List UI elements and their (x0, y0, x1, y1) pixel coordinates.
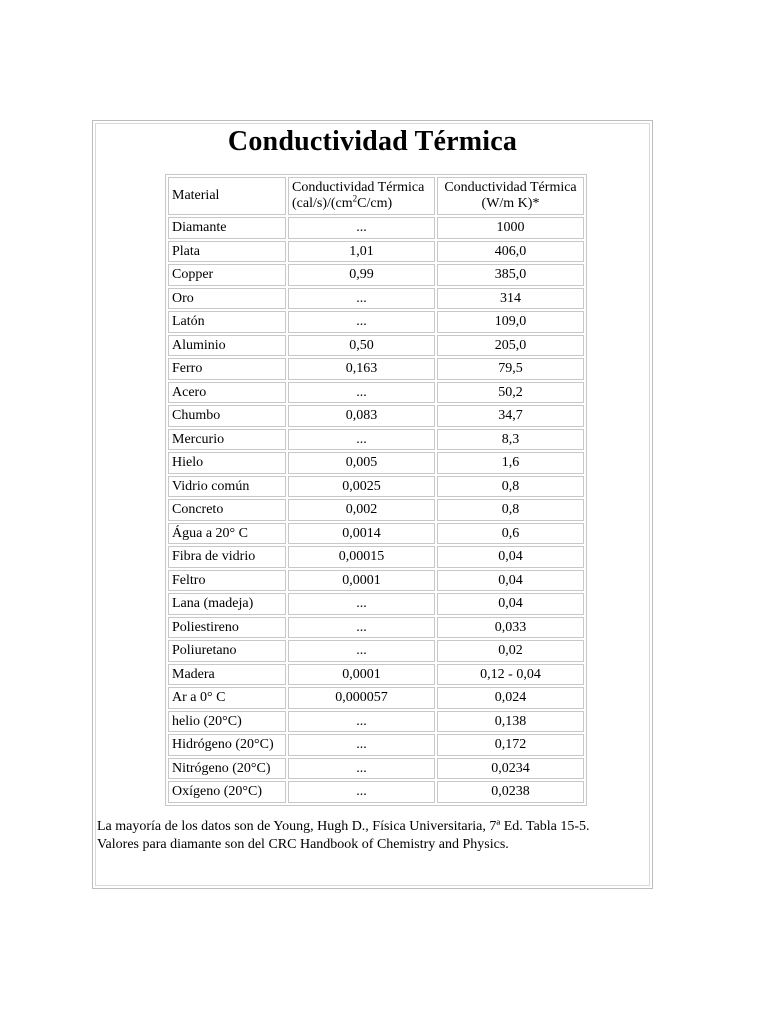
cell-conductivity-wmk: 109,0 (437, 311, 584, 333)
table-row (168, 640, 584, 662)
cell-material: Hielo (168, 452, 286, 474)
cell-conductivity-cal: ... (288, 758, 435, 780)
cell-material: Vidrio común (168, 476, 286, 498)
page-title: Conductividad Térmica (227, 126, 518, 157)
table-row (168, 382, 584, 404)
header-conductivity-cal-title: Conductividad Térmica (292, 180, 425, 195)
cell-conductivity-wmk: 34,7 (437, 405, 584, 427)
cell-material: helio (20°C) (168, 711, 286, 733)
cell-conductivity-wmk: 79,5 (437, 358, 584, 380)
cell-material: Feltro (168, 570, 286, 592)
cell-conductivity-wmk: 0,02 (437, 640, 584, 662)
cell-material: Hidrógeno (20°C) (168, 734, 286, 756)
table-row (168, 711, 584, 733)
cell-conductivity-cal: 0,083 (288, 405, 435, 427)
cell-material: Ar a 0° C (168, 687, 286, 709)
table-row (168, 687, 584, 709)
table-row (168, 335, 584, 357)
cell-material: Copper (168, 264, 286, 286)
cell-conductivity-cal: 0,005 (288, 452, 435, 474)
source-note-young: La mayoría de los datos son de Young, Hugh D., Física Universitaria, 7ª Ed. Tabla 15-5. (97, 819, 590, 834)
header-conductivity-wmk-title: Conductividad Térmica (444, 180, 577, 195)
cell-conductivity-wmk: 1,6 (437, 452, 584, 474)
cell-conductivity-wmk: 0,8 (437, 476, 584, 498)
cell-conductivity-cal: 1,01 (288, 241, 435, 263)
header-conductivity-wmk-unit: (W/m K)* (481, 196, 540, 211)
cell-conductivity-cal: ... (288, 288, 435, 310)
cell-material: Concreto (168, 499, 286, 521)
cell-material: Plata (168, 241, 286, 263)
unit-part-a: (cal/s)/(cm (292, 196, 353, 211)
table-row (168, 311, 584, 333)
cell-conductivity-cal: 0,50 (288, 335, 435, 357)
cell-material: Diamante (168, 217, 286, 239)
cell-material: Oro (168, 288, 286, 310)
cell-material: Latón (168, 311, 286, 333)
cell-conductivity-wmk: 0,12 - 0,04 (437, 664, 584, 686)
cell-material: Poliuretano (168, 640, 286, 662)
cell-conductivity-cal: 0,0025 (288, 476, 435, 498)
cell-conductivity-cal: ... (288, 640, 435, 662)
cell-material: Poliestireno (168, 617, 286, 639)
table-row (168, 241, 584, 263)
table-row (168, 264, 584, 286)
cell-conductivity-wmk: 0,033 (437, 617, 584, 639)
cell-conductivity-wmk: 8,3 (437, 429, 584, 451)
table-row (168, 523, 584, 545)
table-row (168, 217, 584, 239)
document-frame (92, 120, 653, 889)
cell-conductivity-wmk: 0,024 (437, 687, 584, 709)
cell-material: Chumbo (168, 405, 286, 427)
table-row (168, 429, 584, 451)
cell-conductivity-wmk: 0,0234 (437, 758, 584, 780)
cell-conductivity-wmk: 385,0 (437, 264, 584, 286)
cell-conductivity-wmk: 205,0 (437, 335, 584, 357)
table-row (168, 617, 584, 639)
cell-conductivity-cal: 0,000057 (288, 687, 435, 709)
cell-material: Ferro (168, 358, 286, 380)
unit-part-b: C/cm) (357, 196, 393, 211)
cell-conductivity-cal: ... (288, 781, 435, 803)
cell-conductivity-cal: ... (288, 429, 435, 451)
cell-conductivity-wmk: 0,04 (437, 546, 584, 568)
table-row (168, 288, 584, 310)
table-row (168, 452, 584, 474)
cell-conductivity-wmk: 50,2 (437, 382, 584, 404)
table-row (168, 781, 584, 803)
cell-conductivity-cal: ... (288, 382, 435, 404)
cell-conductivity-cal: 0,002 (288, 499, 435, 521)
table-row (168, 499, 584, 521)
header-conductivity-wmk (437, 177, 584, 215)
cell-material: Água a 20° C (168, 523, 286, 545)
cell-conductivity-wmk: 0,138 (437, 711, 584, 733)
cell-material: Mercurio (168, 429, 286, 451)
header-conductivity-cal (288, 177, 435, 215)
cell-material: Acero (168, 382, 286, 404)
table-header-row (168, 177, 584, 215)
cell-conductivity-wmk: 0,8 (437, 499, 584, 521)
cell-conductivity-cal: ... (288, 734, 435, 756)
cell-conductivity-cal: 0,0001 (288, 664, 435, 686)
unit-superscript: 2 (352, 193, 358, 204)
cell-conductivity-cal: 0,99 (288, 264, 435, 286)
table-row (168, 405, 584, 427)
cell-conductivity-cal: ... (288, 217, 435, 239)
header-conductivity-cal-unit (292, 193, 431, 212)
cell-conductivity-wmk: 0,0238 (437, 781, 584, 803)
cell-material: Madera (168, 664, 286, 686)
cell-conductivity-wmk: 0,6 (437, 523, 584, 545)
table-row (168, 546, 584, 568)
table-row (168, 758, 584, 780)
cell-conductivity-cal: ... (288, 711, 435, 733)
table-row (168, 476, 584, 498)
table-row (168, 734, 584, 756)
cell-material: Lana (madeja) (168, 593, 286, 615)
cell-material: Oxígeno (20°C) (168, 781, 286, 803)
table-row (168, 570, 584, 592)
table-row (168, 664, 584, 686)
cell-conductivity-cal: 0,0014 (288, 523, 435, 545)
cell-conductivity-wmk: 1000 (437, 217, 584, 239)
cell-conductivity-cal: ... (288, 593, 435, 615)
cell-material: Aluminio (168, 335, 286, 357)
cell-conductivity-wmk: 314 (437, 288, 584, 310)
table-row (168, 593, 584, 615)
source-note-crc: Valores para diamante son del CRC Handbook of Chemistry and Physics. (97, 837, 509, 852)
cell-material: Nitrógeno (20°C) (168, 758, 286, 780)
cell-conductivity-wmk: 0,172 (437, 734, 584, 756)
cell-conductivity-cal: 0,163 (288, 358, 435, 380)
cell-conductivity-wmk: 0,04 (437, 570, 584, 592)
cell-conductivity-wmk: 0,04 (437, 593, 584, 615)
table-row (168, 358, 584, 380)
source-notes (97, 818, 590, 854)
header-material: Material (168, 177, 286, 215)
cell-material: Fibra de vidrio (168, 546, 286, 568)
conductivity-table (165, 174, 587, 806)
cell-conductivity-cal: ... (288, 311, 435, 333)
cell-conductivity-wmk: 406,0 (437, 241, 584, 263)
cell-conductivity-cal: ... (288, 617, 435, 639)
cell-conductivity-cal: 0,0001 (288, 570, 435, 592)
cell-conductivity-cal: 0,00015 (288, 546, 435, 568)
